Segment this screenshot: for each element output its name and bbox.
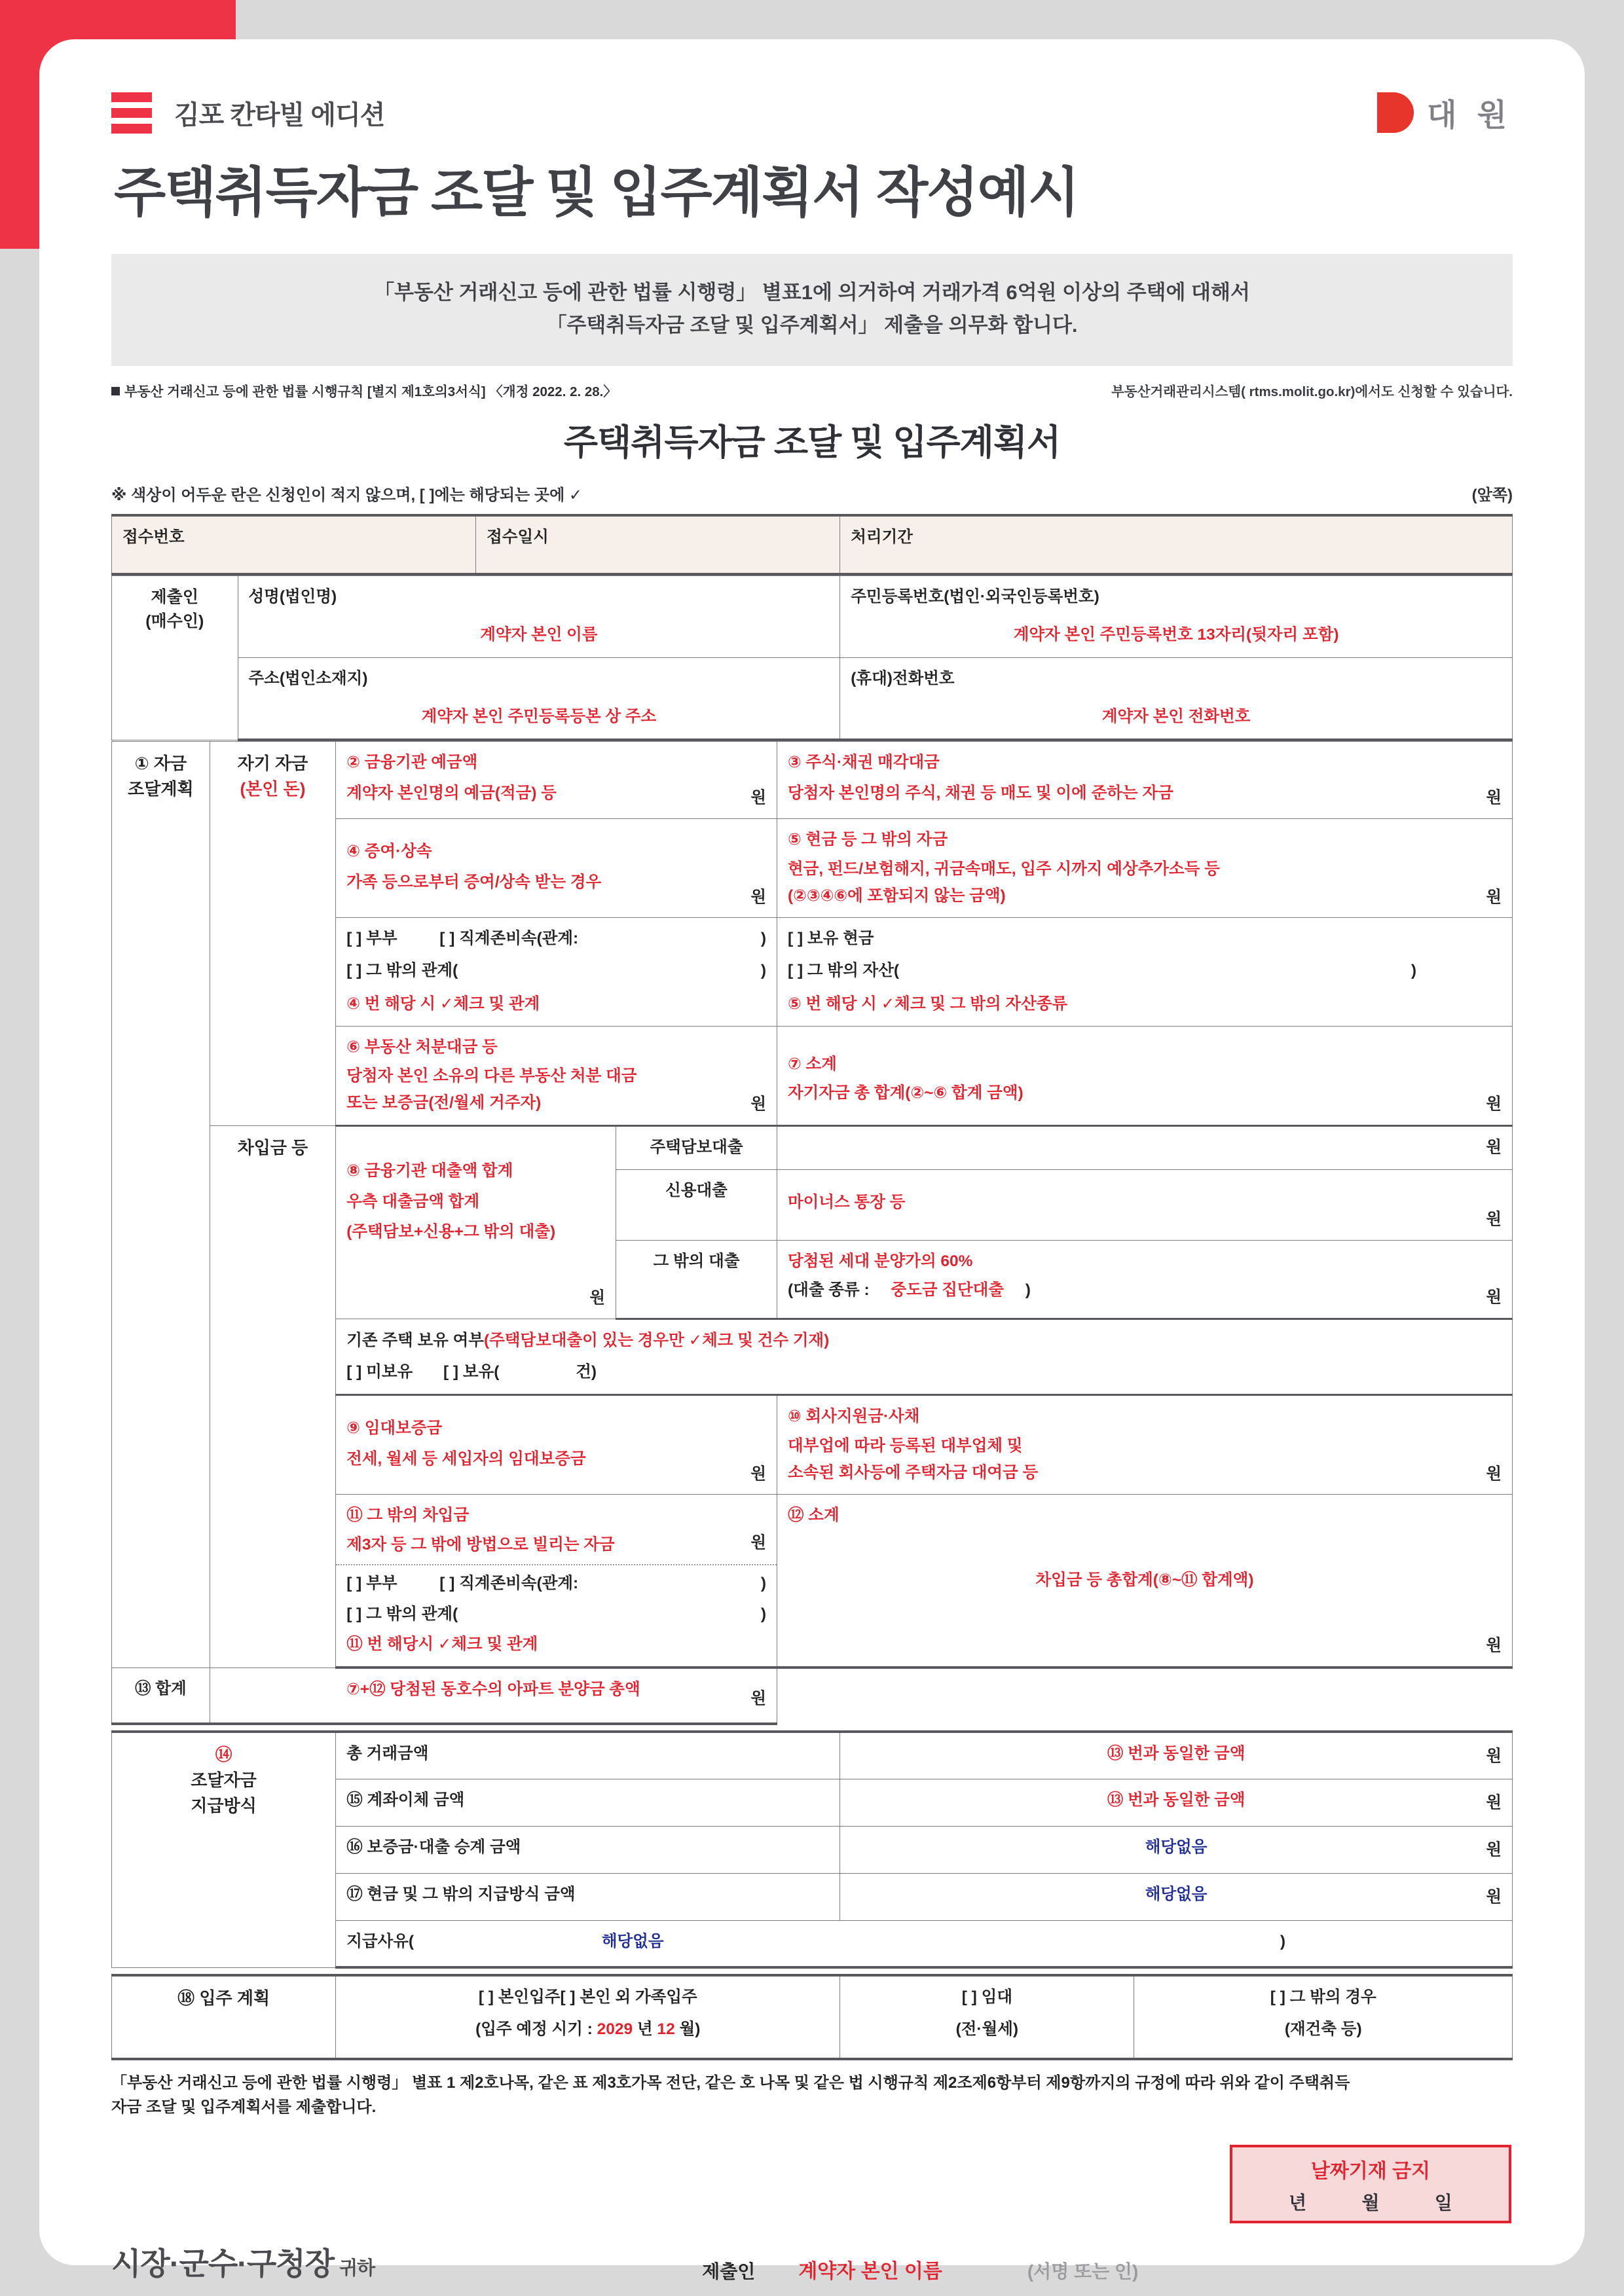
- item12-value: 차입금 등 총합계(⑧~⑪ 합계액): [1035, 1571, 1254, 1590]
- item3-value: 당첨자 본인명의 주식, 채권 등 매도 및 이에 준하는 자금: [788, 784, 1173, 802]
- submitter-rrn-label: 주민등록번호(법인·외국인등록번호): [851, 587, 1099, 606]
- mortgage-loan-unit: 원: [1486, 1138, 1502, 1156]
- submitter-phone-value: 계약자 본인 전화번호: [1101, 708, 1251, 726]
- item13-value: ⑦+⑫ 당첨된 동호수의 아파트 분양금 총액: [346, 1681, 640, 1699]
- mortgage-loan-value-cell: [777, 1125, 1513, 1169]
- notice-line-2: 「주택취득자금 조달 및 입주계획서」 제출을 의무화 합니다.: [546, 314, 1078, 337]
- item12-label: ⑫ 소계: [788, 1506, 840, 1525]
- movein-check-rent[interactable]: [ ] 임대: [961, 1988, 1012, 2007]
- movein-date-label: (입주 예정 시기 :: [475, 2020, 593, 2038]
- date-prohibited-fields: [1232, 2189, 1509, 2215]
- notice-box: [111, 254, 1513, 365]
- receipt-number-label: 접수번호: [112, 515, 476, 574]
- item6-unit: 원: [750, 1095, 766, 1114]
- item12-unit: 원: [1486, 1637, 1502, 1655]
- table-row: [112, 1975, 1513, 2059]
- payment-section-label-line2: 지급방식: [191, 1796, 257, 1816]
- item4-check-lineal[interactable]: [ ] 직계존비속(관계:: [439, 930, 579, 948]
- item5-value1: 현금, 펀드/보험해지, 귀금속매도, 입주 시까지 예상추가소득 등: [788, 860, 1220, 878]
- law-reference-left: [111, 380, 617, 400]
- item3-label: ③ 주식·채권 매각대금: [788, 754, 940, 772]
- item8-label: ⑧ 금융기관 대출액 합계: [346, 1161, 513, 1180]
- item4-check-cell: [336, 918, 777, 1026]
- signature-submitter-value: 계약자 본인 이름: [798, 2260, 942, 2282]
- submitter-name-value: 계약자 본인 이름: [480, 626, 598, 644]
- company-logo-text: 대 원: [1427, 97, 1513, 132]
- existing-house-label-row: [346, 1329, 1502, 1353]
- submitter-phone-cell: [840, 657, 1513, 740]
- payment-row-label: ⑰ 현금 및 그 밖의 지급방식 금액: [336, 1873, 840, 1920]
- mortgage-loan-label: 주택담보대출: [616, 1125, 777, 1169]
- payment-row-value: 해당없음: [1145, 1838, 1208, 1856]
- law-reference-left-text: 부동산 거래신고 등에 관한 법률 시행규칙 [별지 제1호의3서식] 〈개정 2022. 2. 28.〉: [124, 384, 617, 399]
- item4-check-lineal-close: ): [760, 930, 766, 948]
- item10-unit: 원: [1486, 1465, 1502, 1483]
- item11-divider: [336, 1564, 777, 1565]
- payment-row-label: ⑯ 보증금·대출 승계 금액: [336, 1826, 840, 1873]
- item7-unit: 원: [1486, 1095, 1502, 1114]
- payment-row-unit: 원: [1486, 1840, 1502, 1859]
- item9-value: 전세, 월세 등 세입자의 임대보증금: [346, 1449, 586, 1468]
- borrow-label-cell: 차입금 등: [210, 1125, 336, 1667]
- item11-check-other-close: ): [760, 1605, 766, 1623]
- law-reference-right: 부동산거래관리시스템( rtms.molit.go.kr)에서도 신청할 수 있습니다.: [1111, 384, 1513, 399]
- receipt-date-label: 접수일시: [476, 515, 840, 574]
- item13-unit: 원: [750, 1690, 766, 1708]
- item11-check-lineal[interactable]: [ ] 직계존비속(관계:: [439, 1574, 579, 1592]
- existing-house-check-none[interactable]: [ ] 미보유: [346, 1363, 413, 1381]
- payment-row-unit: 원: [1486, 1793, 1502, 1812]
- legal-footnote-line1: 「부동산 거래신고 등에 관한 법률 시행령」 별표 1 제2호나목, 같은 표 제3호가목 전단, 같은 호 나목 및 같은 법 시행규칙 제2조제6항부터 제9항까지의 규정에 따라 위와 같이 주택취득: [111, 2074, 1350, 2092]
- item10-label: ⑩ 회사지원금·사채: [788, 1408, 920, 1426]
- item8-unit: 원: [589, 1288, 606, 1307]
- item5-check-row2: [788, 959, 1502, 983]
- hamburger-icon: [111, 92, 152, 134]
- item11-label: ⑪ 그 밖의 차입금: [346, 1506, 470, 1525]
- payment-row-value: ⑬ 번과 동일한 금액: [1107, 1791, 1246, 1809]
- payment-section-label-line1: 조달자금: [191, 1770, 257, 1791]
- item5-label: ⑤ 현금 등 그 밖의 자금: [788, 831, 948, 849]
- payment-row-unit: 원: [1486, 1887, 1502, 1906]
- submitter-rrn-value: 계약자 본인 주민등록번호 13자리(뒷자리 포함): [1013, 626, 1339, 644]
- movein-check-other[interactable]: [ ] 그 밖의 경우: [1270, 1988, 1376, 2007]
- payment-row-value-cell: [840, 1873, 1513, 1920]
- table-row: [112, 657, 1513, 740]
- movein-other-sub: (재건축 등): [1284, 2020, 1362, 2038]
- movein-option-other-cell: [1134, 1975, 1513, 2059]
- item4-check-other-close: ): [760, 962, 766, 980]
- item6-value1: 당첨자 본인 소유의 다른 부동산 처분 대금: [346, 1067, 637, 1085]
- item11-check-spouse[interactable]: [ ] 부부: [346, 1574, 397, 1592]
- payment-row-unit: 원: [1486, 1747, 1502, 1766]
- item10-value2: 소속된 회사등에 주택자금 대여금 등: [788, 1463, 1039, 1482]
- existing-house-note: (주택담보대출이 있는 경우만 ✓체크 및 건수 기재): [483, 1331, 830, 1349]
- signature-submitter-label: 제출인: [702, 2261, 756, 2282]
- item5-check-cash[interactable]: [ ] 보유 현금: [788, 930, 874, 948]
- receipt-header-table: [111, 514, 1513, 575]
- item10-cell: [777, 1395, 1513, 1495]
- movein-option-self-cell: [336, 1975, 840, 2059]
- addressee-suffix: 귀하: [339, 2257, 375, 2279]
- item4-unit: 원: [750, 888, 766, 906]
- form-subnote: [111, 482, 1513, 505]
- item2-value: 계약자 본인명의 예금(적금) 등: [346, 784, 557, 802]
- existing-house-check-own[interactable]: [ ] 보유(: [443, 1363, 500, 1381]
- item6-label: ⑥ 부동산 처분대금 등: [346, 1038, 498, 1056]
- payment-section-number: ⑭: [215, 1745, 232, 1765]
- movein-date-month-unit: 월): [679, 2020, 701, 2038]
- table-row: [112, 575, 1513, 657]
- item7-value: 자기자금 총 합계(②~⑥ 합계 금액): [788, 1084, 1024, 1102]
- item7-label: ⑦ 소계: [788, 1055, 837, 1073]
- item4-cell: [336, 819, 777, 918]
- item2-cell: [336, 742, 777, 819]
- item5-unit: 원: [1486, 888, 1502, 906]
- other-loan-value2: [788, 1279, 1502, 1303]
- other-loan-value-cell: [777, 1240, 1513, 1319]
- submitter-table: [111, 575, 1513, 742]
- submitter-name-cell: [238, 575, 840, 657]
- other-loan-value1: 당첨된 세대 분양가의 60%: [788, 1252, 973, 1270]
- movein-date-year: 2029: [597, 2020, 633, 2038]
- movein-plan-table: [111, 1974, 1513, 2060]
- project-name: 김포 칸타빌 에디션: [174, 100, 385, 130]
- item5-check-row1: [788, 927, 1502, 951]
- item8-value1: 우측 대출금액 합계: [346, 1192, 480, 1211]
- submitter-label-line1: 제출인: [151, 587, 198, 606]
- item7-cell: [777, 1026, 1513, 1125]
- payment-method-table: [111, 1730, 1513, 1969]
- form-title: 주택취득자금 조달 및 입주계획서: [563, 422, 1061, 462]
- existing-house-cell: [336, 1319, 1513, 1395]
- item13-label-cell: ⑬ 합계: [112, 1667, 210, 1724]
- own-funds-label: 자기 자금: [237, 754, 308, 774]
- item12-cell: [777, 1495, 1513, 1667]
- table-row: [112, 1732, 1513, 1779]
- form-page-side: (앞쪽): [1471, 486, 1513, 504]
- item4-check-other[interactable]: [ ] 그 밖의 관계(: [346, 962, 458, 980]
- own-funds-sublabel: (본인 돈): [240, 779, 306, 799]
- item11-cell: [336, 1495, 777, 1667]
- signature-row: [111, 2240, 1513, 2284]
- item2-unit: 원: [750, 789, 766, 807]
- submitter-section-label: [112, 575, 238, 740]
- item6-value2: 또는 보증금(전/월세 거주자): [346, 1094, 542, 1112]
- item5-check-other-asset-close: ): [1411, 962, 1416, 980]
- movein-check-family[interactable]: [ ] 본인 외 가족입주: [560, 1988, 697, 2007]
- item8-value2: (주택담보+신용+그 밖의 대출): [346, 1223, 556, 1241]
- movein-date-month: 12: [657, 2020, 675, 2038]
- credit-loan-label: 신용대출: [616, 1169, 777, 1240]
- date-year-unit: 년: [1289, 2192, 1307, 2213]
- item4-note: ④ 번 해당 시 ✓체크 및 관계: [346, 994, 540, 1013]
- item11-check-row2: [346, 1603, 766, 1627]
- item2-label: ② 금융기관 예금액: [346, 754, 478, 772]
- item11-value: 제3자 등 그 밖에 방법으로 빌리는 자금: [346, 1536, 615, 1554]
- brand-row: [111, 79, 1513, 147]
- movein-check-self[interactable]: [ ] 본인입주: [478, 1988, 561, 2007]
- signature-area: [111, 2123, 1513, 2286]
- addressee-block: [111, 2240, 375, 2284]
- legal-footnote: [111, 2071, 1513, 2119]
- item9-label: ⑨ 임대보증금: [346, 1419, 443, 1438]
- processing-period-label: 처리기간: [840, 515, 1513, 574]
- date-prohibited-box: [1230, 2145, 1511, 2223]
- payment-reason-cell: [336, 1920, 1513, 1967]
- movein-option-self-row: [346, 1986, 829, 2010]
- movein-expected-date: [346, 2018, 829, 2042]
- item5-note: ⑤ 번 해당 시 ✓체크 및 그 밖의 자산종류: [788, 994, 1068, 1013]
- item5-cell: [777, 819, 1513, 918]
- credit-loan-value: 마이너스 통장 등: [788, 1193, 906, 1211]
- payment-row-value-cell: [840, 1779, 1513, 1826]
- payment-row-value: ⑬ 번과 동일한 금액: [1107, 1745, 1246, 1763]
- table-row: [112, 515, 1513, 574]
- item3-cell: [777, 742, 1513, 819]
- payment-row-label: ⑮ 계좌이체 금액: [336, 1779, 840, 1826]
- movein-date-year-unit: 년: [637, 2020, 653, 2038]
- payment-row-value: 해당없음: [1145, 1885, 1208, 1903]
- payment-row-value-cell: [840, 1732, 1513, 1779]
- existing-house-label: 기존 주택 보유 여부: [346, 1331, 484, 1349]
- signature-note: (서명 또는 인): [1027, 2261, 1139, 2282]
- submitter-address-value: 계약자 본인 주민등록등본 상 주소: [421, 708, 657, 726]
- item11-note: ⑪ 번 해당시 ✓체크 및 관계: [346, 1635, 538, 1654]
- funding-plan-table: [111, 741, 1513, 1725]
- own-funds-label-cell: [210, 742, 336, 1126]
- other-loan-type-value: 중도금 집단대출: [891, 1281, 1004, 1300]
- item11-check-row1: [346, 1572, 766, 1596]
- date-day-unit: 일: [1434, 2192, 1452, 2213]
- movein-option-rent-cell: [840, 1975, 1134, 2059]
- submitter-signature-block: [702, 2255, 1138, 2284]
- credit-loan-value-cell: [777, 1169, 1513, 1240]
- other-loan-type-label: (대출 종류 :: [788, 1281, 870, 1300]
- submitter-address-label: 주소(법인소재지): [248, 669, 368, 687]
- item4-label: ④ 증여·상속: [346, 843, 432, 861]
- payment-reason-close: ): [1280, 1932, 1285, 1950]
- payment-reason-value: 해당없음: [601, 1932, 664, 1950]
- table-row: [112, 742, 1513, 819]
- movein-section-label: ⑱ 입주 계획: [112, 1975, 336, 2059]
- item5-value2: (②③④⑥에 포함되지 않는 금액): [788, 886, 1006, 905]
- item9-cell: [336, 1395, 777, 1495]
- item8-cell: [336, 1125, 616, 1319]
- existing-house-count-unit: 건): [576, 1363, 597, 1381]
- law-reference-line: [111, 380, 1513, 400]
- item3-unit: 원: [1486, 789, 1502, 807]
- movein-rent-sub: (전·월세): [955, 2020, 1019, 2038]
- legal-footnote-line2: 자금 조달 및 입주계획서를 제출합니다.: [111, 2098, 377, 2117]
- dae-won-d-mark-icon: [1377, 92, 1414, 133]
- item6-cell: [336, 1026, 777, 1125]
- funding-plan-label-line2: 조달계획: [128, 779, 194, 799]
- payment-row-label: 총 거래금액: [336, 1732, 840, 1779]
- item10-value1: 대부업에 따라 등록된 대부업체 및: [788, 1436, 1023, 1455]
- item9-unit: 원: [750, 1465, 766, 1483]
- item5-check-other-asset[interactable]: [ ] 그 밖의 자산(: [788, 962, 900, 980]
- date-month-unit: 월: [1361, 2192, 1380, 2213]
- white-card: [39, 39, 1585, 2282]
- credit-loan-unit: 원: [1486, 1210, 1502, 1228]
- table-row: [112, 1667, 1513, 1724]
- submitter-phone-label: (휴대)전화번호: [851, 669, 955, 687]
- other-loan-label: 그 밖의 대출: [616, 1240, 777, 1319]
- item11-check-lineal-close: ): [760, 1574, 766, 1592]
- item11-check-other[interactable]: [ ] 그 밖의 관계(: [346, 1605, 458, 1623]
- item4-value: 가족 등으로부터 증여/상속 받는 경우: [346, 873, 602, 891]
- notice-line-1: 「부동산 거래신고 등에 관한 법률 시행령」 별표1에 의거하여 거래가격 6억원 이상의 주택에 대해서: [374, 281, 1250, 304]
- item5-check-cell: [777, 918, 1513, 1026]
- payment-section-label: [112, 1732, 336, 1967]
- brand-right: [1377, 91, 1513, 135]
- page-title: 주택취득자금 조달 및 입주계획서 작성예시: [114, 163, 1079, 223]
- brand-left: [111, 92, 384, 134]
- other-loan-unit: 원: [1486, 1288, 1502, 1306]
- funding-plan-section-label: [112, 742, 210, 1668]
- item13-value-cell: [210, 1667, 777, 1724]
- item4-check-spouse[interactable]: [ ] 부부: [346, 930, 397, 948]
- submitter-label-line2: (매수인): [145, 612, 204, 631]
- submitter-address-cell: [238, 657, 840, 740]
- addressee: 시장·군수·구청장: [111, 2246, 335, 2281]
- date-prohibited-title: 날짜기재 금지: [1310, 2160, 1431, 2182]
- item4-check-row2: [346, 959, 766, 983]
- item11-unit: 원: [750, 1534, 766, 1552]
- item4-check-row1: [346, 927, 766, 951]
- other-loan-type-close: ): [1025, 1281, 1031, 1300]
- submitter-name-label: 성명(법인명): [248, 587, 337, 606]
- existing-house-check-row: [346, 1360, 1502, 1385]
- funding-plan-label-line1: ① 자금: [134, 754, 187, 774]
- payment-row-value-cell: [840, 1826, 1513, 1873]
- table-row: [112, 1125, 1513, 1169]
- submitter-rrn-cell: [840, 575, 1513, 657]
- payment-reason-label: 지급사유(: [346, 1932, 415, 1950]
- form-subnote-left: ※ 색상이 어두운 란은 신청인이 적지 않으며, [ ]에는 해당되는 곳에 ✓: [111, 486, 583, 504]
